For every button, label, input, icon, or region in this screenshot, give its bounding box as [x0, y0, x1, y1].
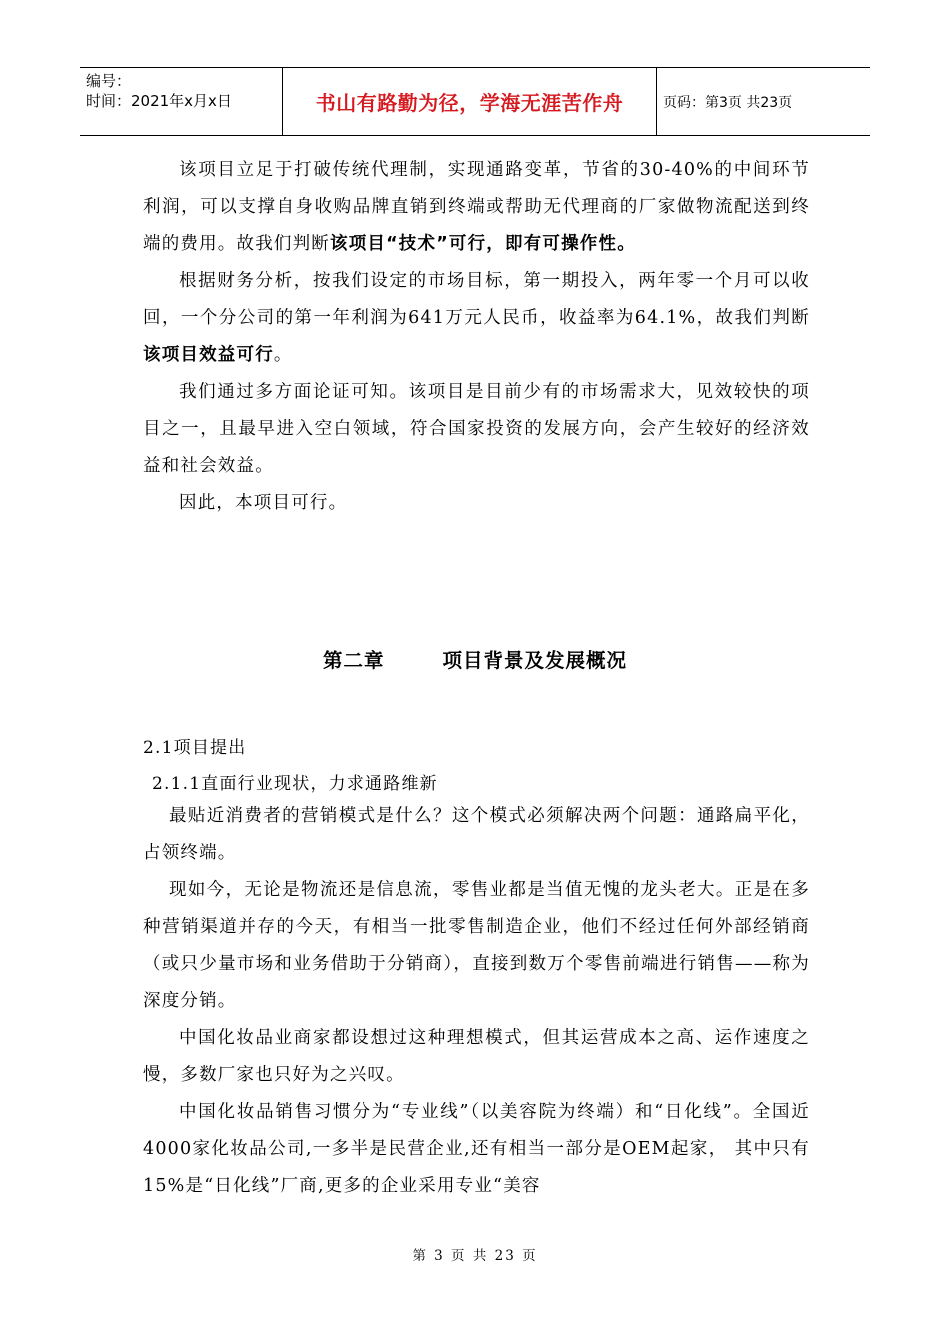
bold-conclusion: 该项目效益可行	[143, 345, 274, 365]
header-motto: 书山有路勤为径，学海无涯苦作舟	[282, 68, 657, 135]
document-number-label: 编号：	[86, 72, 132, 90]
chapter-heading	[0, 645, 950, 673]
paragraph-text: 该项目立足于打破传统代理制，实现通路变革，节省的30-40%的中间环节利润，可以支撑自身收购品牌直销到终端或帮助无代理商的厂家做物流配送到终端的费用。故我们判断	[143, 160, 810, 254]
paragraph-final-conclusion: 因此，本项目可行。	[179, 493, 348, 513]
paragraph-text: 。	[273, 345, 293, 365]
chapter-title: 项目背景及发展概况	[442, 649, 628, 672]
paragraph-retail-distribution: 现如今，无论是物流还是信息流，零售业都是当值无愧的龙头老大。正是在多种营销渠道并存的今天，有相当一批零售制造企业，他们不经过任何外部经销商（或只少量市场和业务借助于分销商），直接到数万个零售前端进行销售——称为深度分销。	[143, 880, 810, 1011]
conclusion-section	[143, 152, 810, 522]
paragraph-text: 根据财务分析，按我们设定的市场目标，第一期投入，两年零一个月可以收回，一个分公司的第一年利润为641万元人民币，收益率为64.1%，故我们判断	[143, 271, 810, 328]
paragraph-sales-channels: 中国化妆品销售习惯分为“专业线”（以美容院为终端）和“日化线”。全国近4000家化妆品公司,一多半是民营企业,还有相当一部分是OEM起家， 其中只有15%是“日化线”厂商,更多的企业采用专业“美容	[143, 1102, 810, 1196]
page-footer: 第 3 页 共 23 页	[412, 1248, 538, 1264]
section-heading-2-1-1: 2.1.1直面行业现状，力求通路维新	[152, 774, 438, 794]
paragraph-overall-assessment: 我们通过多方面论证可知。该项目是目前少有的市场需求大，见效较快的项目之一，且最早进入空白领域，符合国家投资的发展方向，会产生较好的经济效益和社会效益。	[143, 382, 810, 476]
header-meta	[80, 68, 282, 135]
section-heading-2-1: 2.1项目提出	[143, 738, 247, 758]
chapter-number: 第二章	[322, 649, 385, 672]
document-date-label: 时间：2021年x月x日	[86, 92, 232, 110]
bold-conclusion: 该项目“技术”可行，即有可操作性。	[330, 234, 636, 254]
header-page-info: 页码：第3页 共23页	[663, 94, 793, 111]
industry-status-section	[143, 798, 810, 1205]
paragraph-technical-feasibility	[143, 152, 810, 263]
paragraph-financial-feasibility	[143, 263, 810, 374]
paragraph-cosmetics-ideal-model: 中国化妆品业商家都设想过这种理想模式，但其运营成本之高、运作速度之慢，多数厂家也只好为之兴叹。	[143, 1028, 810, 1085]
paragraph-marketing-model: 最贴近消费者的营销模式是什么？这个模式必须解决两个问题：通路扁平化，占领终端。	[143, 806, 810, 863]
document-header	[80, 67, 870, 136]
